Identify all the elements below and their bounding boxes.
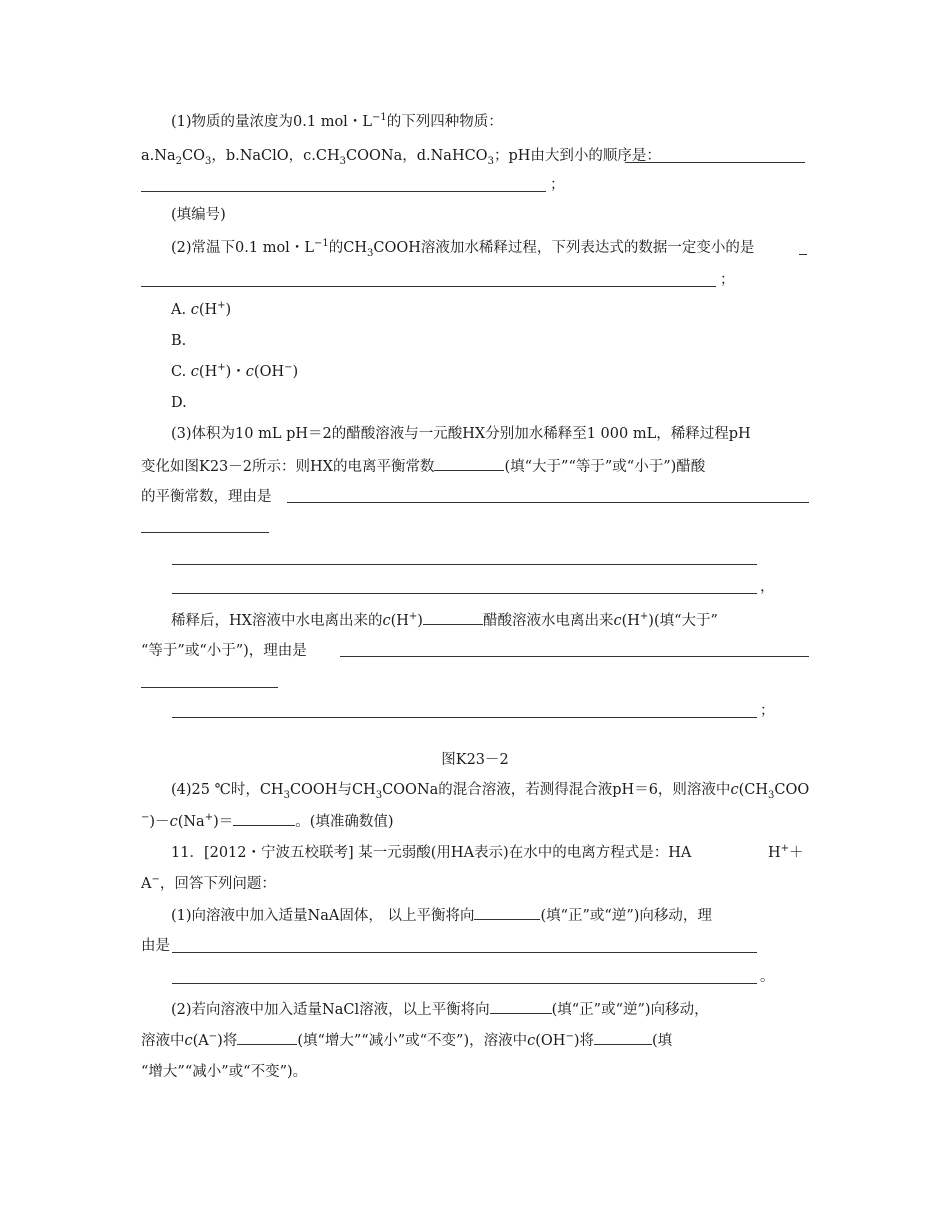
text: c (190, 364, 199, 380)
text: ＋ (789, 845, 804, 861)
q10-part3-line7 (171, 610, 813, 631)
text: (Na (177, 814, 205, 830)
text: )将 (573, 1033, 595, 1049)
q10-part3-line2 (141, 456, 813, 477)
answer-blank-shift-reason-cont[interactable] (172, 983, 757, 984)
text: 的CH (328, 240, 367, 256)
period (760, 967, 790, 987)
text: ，回答下列问题： (159, 876, 276, 892)
text: 。(填准确数值) (295, 814, 394, 830)
answer-blank-reason2[interactable] (340, 656, 809, 657)
answer-blank-hx-constant[interactable] (434, 456, 504, 471)
text: 11．[2012・宁波五校联考] 某一元弱酸(用HA表示)在水中的电离方程式是：HA (171, 845, 692, 861)
text: ) (417, 613, 423, 629)
answer-blank-a-concentration[interactable] (237, 1030, 297, 1045)
text: (OH (253, 364, 285, 380)
subscript: 2 (175, 155, 182, 166)
q10-part3-line1 (171, 424, 813, 444)
text: (填 (652, 1033, 673, 1049)
text: c (190, 302, 199, 318)
text: c (527, 1033, 536, 1049)
text: “等于”或“小于”)，理由是 (141, 643, 307, 659)
semicolon (760, 701, 790, 721)
subscript: 3 (204, 155, 212, 166)
text: (4)25 ℃时，CH (171, 782, 284, 798)
q10-part1-line2 (141, 146, 813, 166)
answer-blank-reason-cont2[interactable] (172, 564, 757, 565)
text: ；pH由大到小的顺序是： (493, 148, 661, 164)
q11-line1-tail (768, 843, 818, 863)
superscript: − (151, 874, 160, 886)
text: H (768, 845, 781, 861)
option-d[interactable] (171, 393, 813, 413)
option-c[interactable] (171, 362, 813, 382)
text: 醋酸溶液水电离出来 (482, 613, 614, 629)
text: (1)物质的量浓度为0.1 mol・L (171, 114, 372, 130)
answer-blank-ph-order[interactable] (625, 162, 805, 163)
superscript: + (408, 611, 418, 623)
answer-blank-shift-direction[interactable] (474, 905, 540, 920)
answer-blank-oh-concentration[interactable] (594, 1030, 652, 1045)
text: “增大”“减小”或“不变”)。 (141, 1064, 308, 1080)
text: ) (225, 302, 232, 318)
text: (OH (535, 1033, 566, 1049)
subscript: 3 (375, 789, 383, 800)
text: ； (720, 272, 735, 288)
text: 。 (760, 969, 775, 985)
text: c (184, 1033, 193, 1049)
option-label: C. (171, 364, 187, 380)
text: (2)常温下0.1 mol・L (171, 240, 314, 256)
option-label: D. (171, 395, 187, 411)
text: ； (550, 177, 565, 193)
text: COONa，d.NaHCO (346, 148, 488, 164)
answer-blank-reason2-cont2[interactable] (172, 717, 757, 718)
answer-blank-water-ionization[interactable] (423, 610, 483, 625)
text: (填“增大”“减小”或“不变”)，溶液中 (297, 1033, 528, 1049)
q10-part4-line2 (141, 811, 813, 832)
answer-blank-shift-reason[interactable] (172, 952, 757, 953)
q10-part2-line1 (171, 238, 813, 258)
text: (3)体积为10 mL pH＝2的醋酸溶液与一元酸HX分别加水稀释至1 000 mL，稀释过程pH (171, 426, 751, 442)
text: )将 (217, 1033, 238, 1049)
q11-part2-line2 (141, 1030, 813, 1051)
text: 变化如图K23－2所示：则HX的电离平衡常数 (141, 459, 435, 475)
text: (填“正”或“逆”)向移动， (551, 1002, 709, 1018)
answer-blank-concentration-diff[interactable] (233, 811, 295, 826)
text: c (169, 814, 178, 830)
text: (H (390, 613, 409, 629)
text: )・ (225, 364, 246, 380)
option-a[interactable] (171, 300, 813, 320)
text: )(填“大于” (648, 613, 718, 629)
answer-blank-decrease[interactable] (141, 286, 716, 287)
text: c (382, 613, 391, 629)
q11-part2-line3 (141, 1062, 813, 1082)
superscript: + (217, 300, 226, 312)
text: 的下列四种物质： (386, 114, 503, 130)
text: )－ (149, 814, 170, 830)
text: 图K23－2 (441, 752, 509, 768)
text: ； (760, 703, 775, 719)
answer-blank-reason-cont3[interactable] (172, 593, 757, 594)
text: COOH溶液加水稀释过程，下列表达式的数据一定变小的是 (373, 240, 755, 256)
superscript: + (217, 362, 226, 374)
superscript: − (208, 1031, 218, 1043)
superscript: −1 (371, 112, 387, 124)
text: (CH (738, 782, 768, 798)
q10-part3-line3 (141, 487, 813, 507)
superscript: −1 (313, 238, 329, 250)
text: c (613, 613, 622, 629)
text: (填“正”或“逆”)向移动，理 (540, 908, 712, 924)
q10-part3-line8 (141, 641, 813, 661)
text: COONa的混合溶液，若测得混合液pH＝6，则溶液中 (382, 782, 731, 798)
text: A (141, 876, 152, 892)
q10-part4-line1 (171, 780, 813, 800)
q11-part2-line1 (171, 999, 813, 1020)
text: COO (774, 782, 810, 798)
text: (填编号) (171, 207, 226, 223)
text: ， (760, 579, 775, 595)
text: c (245, 364, 254, 380)
answer-blank-start[interactable] (799, 254, 807, 255)
subscript: 3 (283, 789, 290, 800)
text: 溶液中 (141, 1033, 185, 1049)
text: (A (192, 1033, 209, 1049)
answer-blank-ph-order-cont[interactable] (141, 191, 546, 192)
text: CO (181, 148, 205, 164)
option-label: B. (171, 333, 187, 349)
option-b[interactable] (171, 331, 813, 351)
text: a.Na (141, 148, 176, 164)
q11-part1-line1 (171, 905, 813, 926)
comma (760, 577, 790, 597)
subscript: 3 (487, 155, 494, 166)
text: )＝ (213, 814, 234, 830)
q11-line2 (141, 874, 813, 894)
answer-blank-nacl-shift[interactable] (490, 999, 552, 1014)
figure-caption (0, 750, 950, 770)
superscript: − (284, 362, 293, 374)
answer-blank-reason2-cont[interactable] (141, 687, 278, 688)
semicolon (550, 175, 590, 195)
text: 由是 (141, 938, 170, 954)
text: ，b.NaClO，c.CH (211, 148, 340, 164)
q10-part1-line1 (171, 112, 813, 132)
text: 的平衡常数，理由是 (141, 489, 272, 505)
superscript: + (780, 843, 790, 855)
text: (H (198, 302, 218, 318)
text: COOH与CH (289, 782, 376, 798)
superscript: + (639, 611, 649, 623)
q11-line1 (171, 843, 731, 863)
text: (H (198, 364, 218, 380)
text: (2)若向溶液中加入适量NaCl溶液，以上平衡将向 (171, 1002, 490, 1018)
subscript: 3 (366, 247, 374, 258)
superscript: − (565, 1031, 574, 1043)
text: (填“大于”“等于”或“小于”)醋酸 (504, 459, 706, 475)
subscript: 3 (767, 789, 775, 800)
superscript: + (204, 812, 214, 824)
q11-part1-line2 (141, 936, 813, 956)
text: ) (292, 364, 299, 380)
text: (H (621, 613, 640, 629)
fill-note (171, 205, 813, 225)
text: (1)向溶液中加入适量NaA固体， 以上平衡将向 (171, 908, 475, 924)
option-label: A. (171, 302, 187, 318)
answer-blank-reason[interactable] (287, 502, 809, 503)
answer-blank-reason-cont[interactable] (141, 532, 269, 533)
text: 稀释后，HX溶液中水电离出来的 (171, 613, 383, 629)
subscript: 3 (339, 155, 347, 166)
text: c (730, 782, 739, 798)
superscript: − (141, 812, 150, 824)
semicolon (720, 270, 750, 290)
